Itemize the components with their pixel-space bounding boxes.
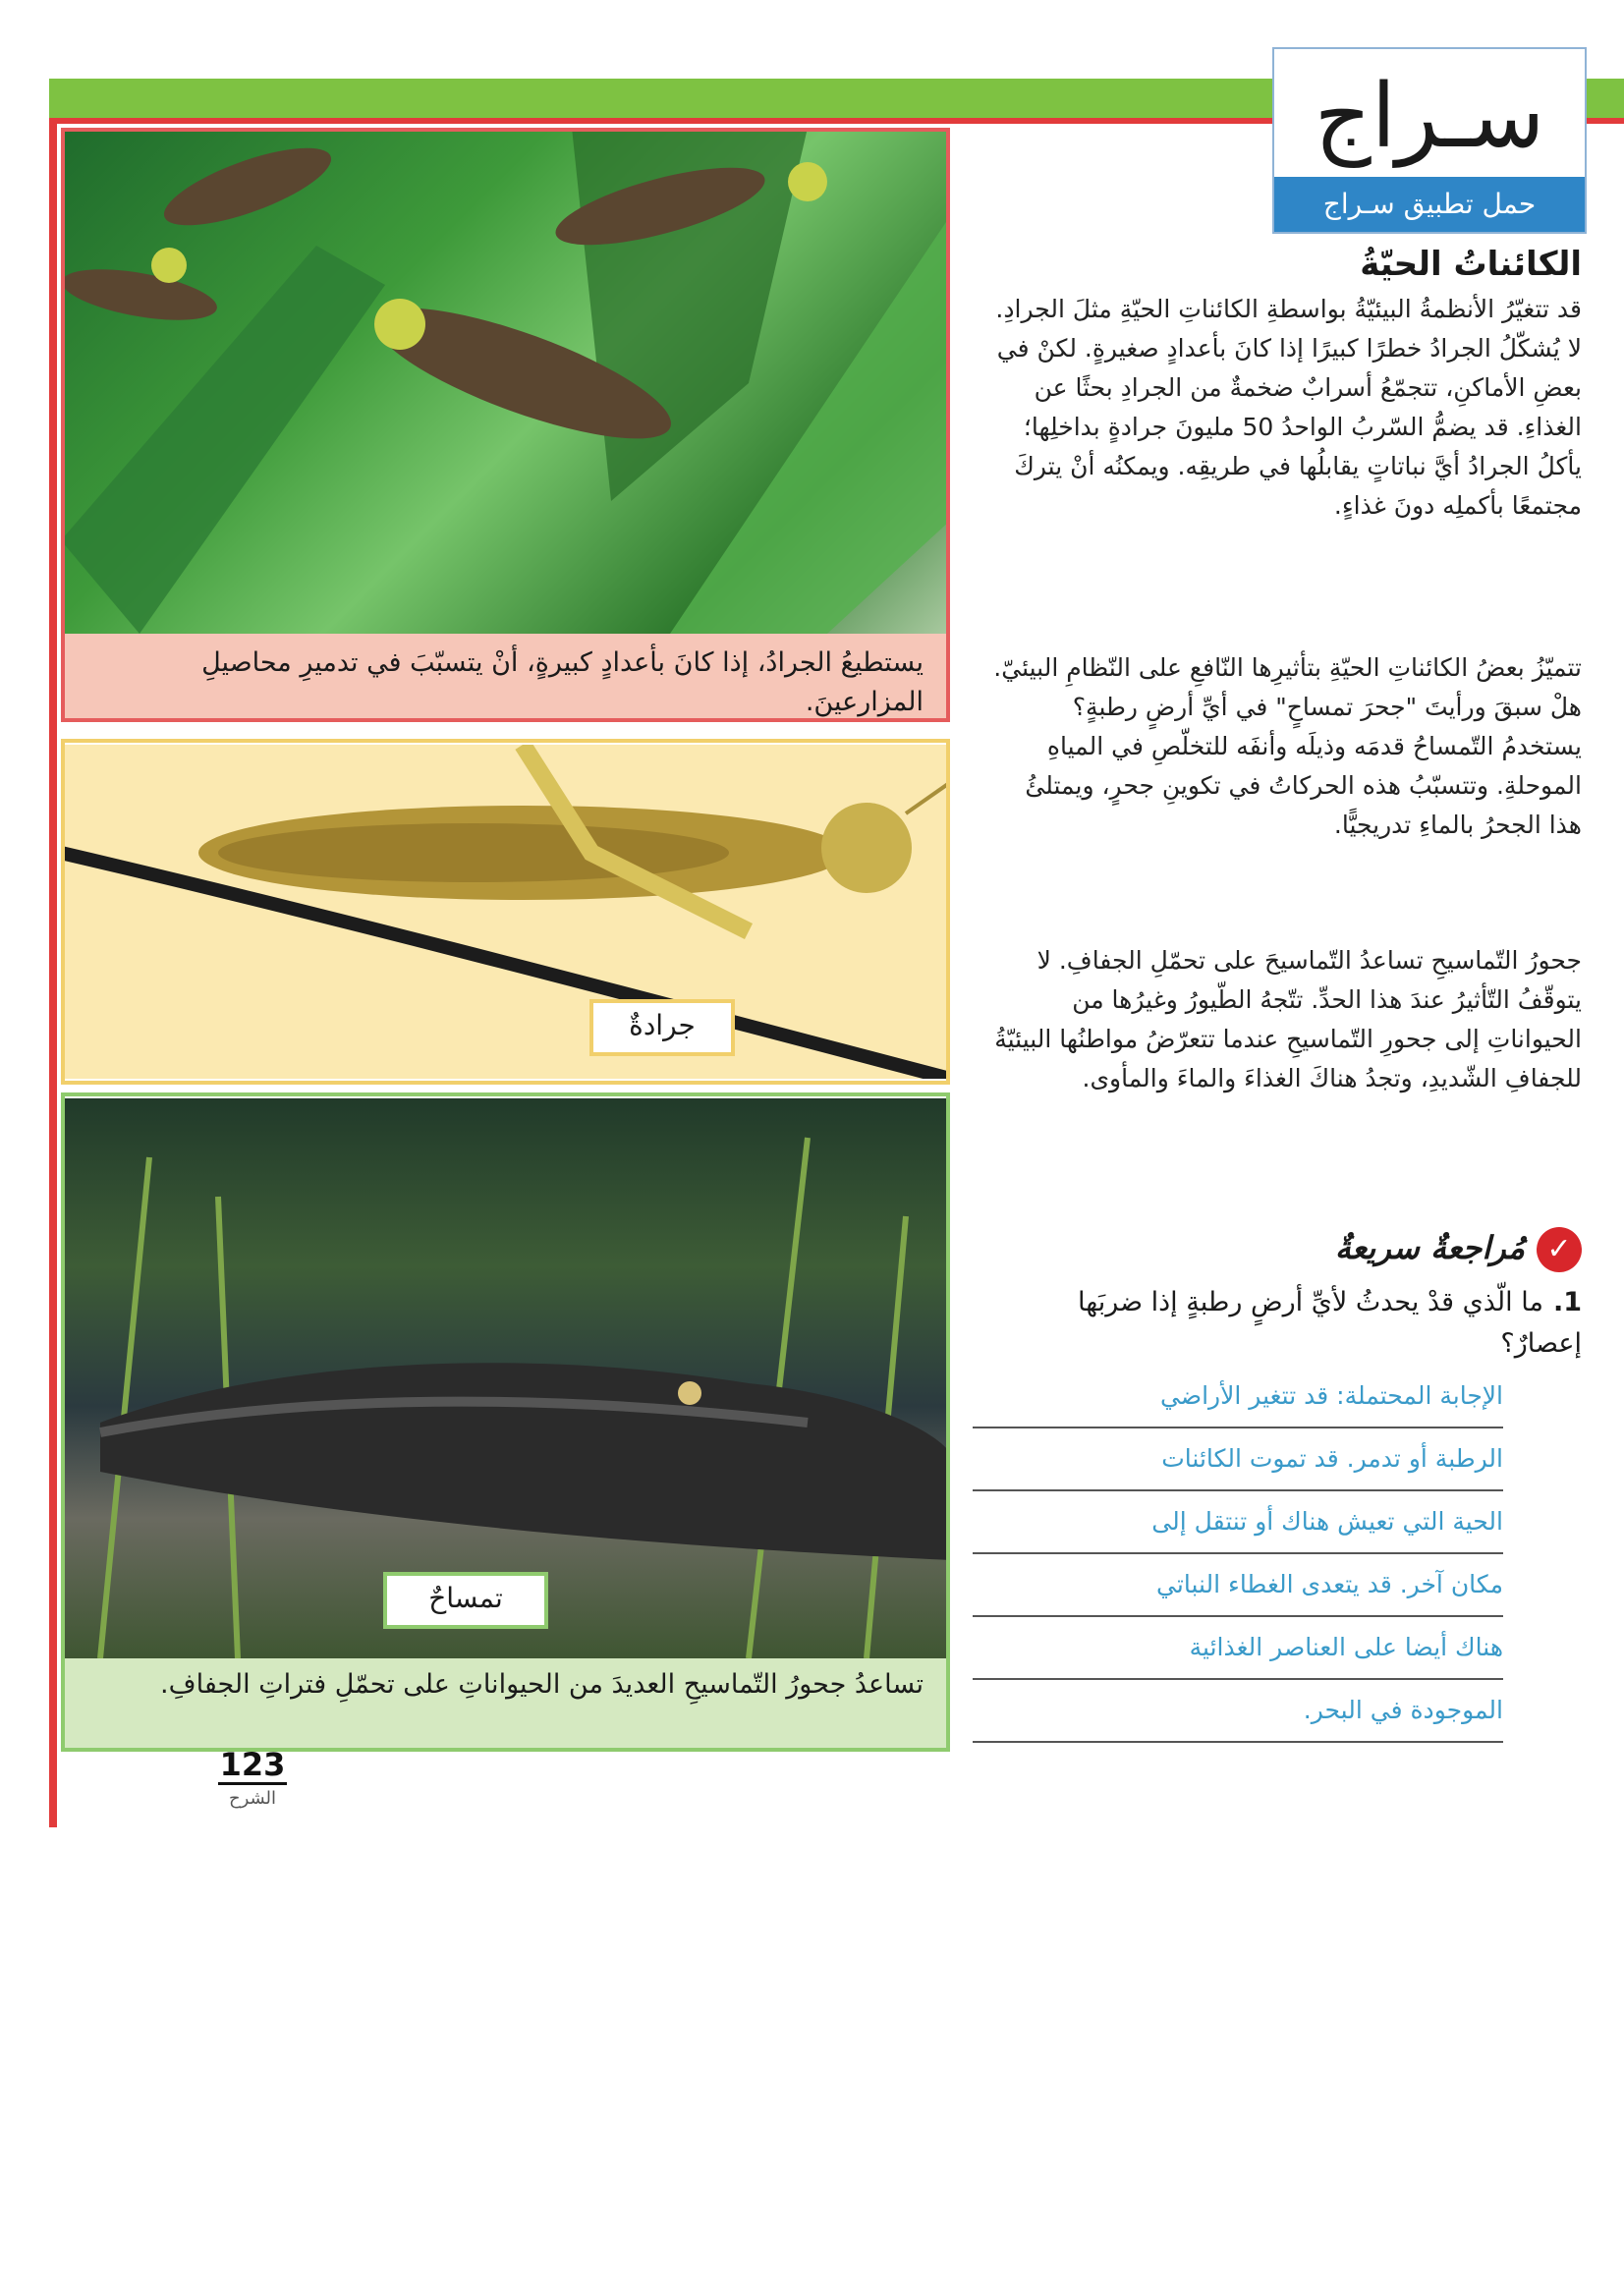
page-number: 123 bbox=[219, 1746, 286, 1783]
answer-line: الحية التي تعيش هناك أو تنتقل إلى bbox=[973, 1491, 1503, 1554]
answer-area[interactable] bbox=[973, 1366, 1503, 1743]
paragraph-text: تتميّزُ بعضُ الكائناتِ الحيّةِ بتأثيرِها النّافعِ على النّظامِ البيئيّ. هلْ سبقَ ورأيتَ "جحرَ تمساحٍ" في أيِّ أرضٍ رطبةٍ؟ يستخدمُ التّمساحُ قدمَه وذيلَه وأنفَه للتخلّصِ في المياهِ الموحلةِ. وتتسبّبُ هذه الحركاتُ في تكوينِ جحرٍ، ويمتلئُ هذا الجحرُ بالماءِ تدريجيًّا. bbox=[993, 653, 1582, 839]
alligator-caption: تساعدُ جحورُ التّماسيحِ العديدَ من الحيواناتِ على تحمّلِ فتراتِ الجفافِ. bbox=[160, 1669, 924, 1700]
locust-illustration bbox=[61, 745, 950, 1079]
checkmark-icon: ✓ bbox=[1537, 1227, 1582, 1272]
paragraph-text: قد تتغيّرُ الأنظمةُ البيئيّةُ بواسطةِ الكائناتِ الحيّةِ مثلَ الجرادِ. لا يُشكّلُ الجرادُ خطرًا كبيرًا إذا كانَ بأعدادٍ صغيرةٍ. لكنْ في بعضِ الأماكنِ، تتجمّعُ أسرابٌ ضخمةٌ من الجرادِ بحثًا عن الغذاءِ. قد يضمُّ السّربُ الواحدُ 50 مليونَ جرادةٍ بداخلِها؛ يأكلُ الجرادُ أيَّ نباتاتٍ يقابلُها في طريقِه. ويمكنُه أنْ يتركَ مجتمعًا بأكملِه دونَ غذاءٍ. bbox=[995, 295, 1582, 520]
left-red-rule bbox=[49, 118, 57, 1827]
answer-line: مكان آخر. قد يتعدى الغطاء النباتي bbox=[973, 1554, 1503, 1617]
review-question bbox=[992, 1282, 1582, 1365]
paragraph-alligator-holes bbox=[992, 648, 1582, 845]
siraj-logo[interactable] bbox=[1272, 47, 1587, 234]
logo-wordmark: سـراج bbox=[1314, 65, 1545, 168]
paragraph-text: جحورُ التّماسيحِ تساعدُ التّماسيحَ على تحمّلِ الجفافِ. لا يتوقّفُ التّأثيرُ عندَ هذا الحدِّ. تتّجهُ الطّيورُ وغيرُها من الحيواناتِ إلى جحورِ التّماسيحِ عندما تتعرّضُ مواطنُها البيئيّةُ للجفافِ الشّديدِ، وتجدُ هناكَ الغذاءَ والماءَ والمأوى. bbox=[994, 946, 1582, 1092]
answer-line: هناك أيضا على العناصر الغذائية bbox=[973, 1617, 1503, 1680]
quick-review-heading bbox=[992, 1223, 1582, 1272]
paragraph-locusts bbox=[992, 290, 1582, 526]
locust-label: جرادةٌ bbox=[589, 999, 735, 1056]
locust-swarm-photo bbox=[61, 128, 950, 634]
download-app-strip[interactable]: حمل تطبيق سـراج bbox=[1274, 177, 1585, 232]
question-text: ما الّذي قدْ يحدثُ لأيِّ أرضٍ رطبةٍ إذا ضربَها إعصارٌ؟ bbox=[1078, 1287, 1582, 1359]
page-section-label: الشرح bbox=[228, 1788, 277, 1809]
answer-line: الموجودة في البحر. bbox=[973, 1680, 1503, 1743]
locust-caption: يستطيعُ الجرادُ، إذا كانَ بأعدادٍ كبيرةٍ، أنْ يتسبّبَ في تدميرِ محاصيلِ المزارعينَ. bbox=[201, 647, 924, 717]
locust-photo bbox=[61, 745, 950, 1079]
paragraph-drought bbox=[992, 941, 1582, 1098]
section-title: الكائناتُ الحيّةُ bbox=[1360, 245, 1582, 284]
locust-swarm-illustration bbox=[61, 128, 950, 634]
quick-review-title: مُراجعةٌ سريعةٌ bbox=[1334, 1229, 1525, 1266]
answer-line: الإجابة المحتملة: قد تتغير الأراضي bbox=[973, 1366, 1503, 1428]
alligator-label: تمساحٌ bbox=[383, 1572, 548, 1629]
question-number: 1. bbox=[1552, 1287, 1582, 1317]
answer-line: الرطبة أو تدمر. قد تموت الكائنات bbox=[973, 1428, 1503, 1491]
